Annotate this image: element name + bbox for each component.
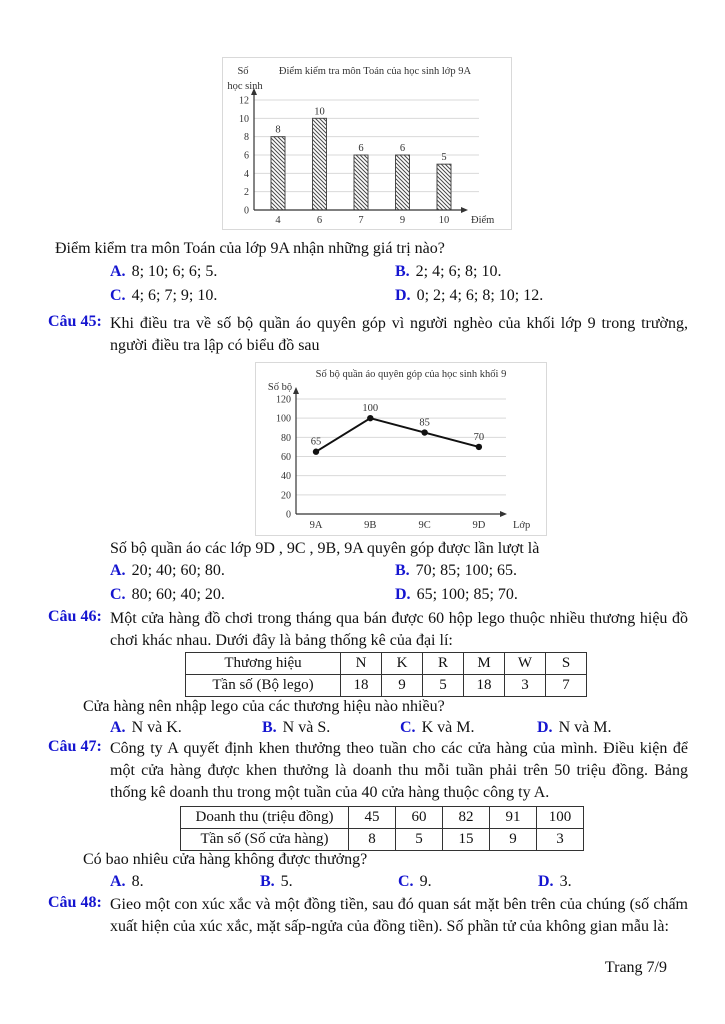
- svg-text:0: 0: [286, 509, 291, 521]
- option-47-b: [260, 871, 293, 893]
- option-47-a: [110, 871, 144, 893]
- svg-text:8: 8: [244, 132, 249, 144]
- option-45-a: [110, 560, 225, 582]
- question-47-text: Công ty A quyết định khen thưởng theo tuần cho các cửa hàng của mình. Điều kiện để một cửa hàng được khen thưởng là doanh thu mỗi tuần phải trên 50 triệu đồng. Bảng thống kê doanh thu trong một tuần của 40 cửa hàng thuộc công ty A.: [110, 740, 688, 801]
- option-letter: C.: [398, 873, 414, 890]
- svg-text:120: 120: [276, 394, 291, 406]
- option-text: N và K.: [131, 719, 182, 736]
- table-cell: 91: [490, 807, 537, 829]
- svg-text:100: 100: [276, 413, 291, 425]
- svg-text:4: 4: [275, 215, 281, 226]
- svg-text:9: 9: [399, 215, 406, 226]
- option-47-c: [398, 871, 432, 893]
- question-46-question: Cửa hàng nên nhập lego của các thương hiệu nào nhiều?: [83, 698, 445, 715]
- table-cell: 3: [505, 675, 546, 697]
- table-cell: 15: [443, 829, 490, 851]
- table-cell: 9: [382, 675, 423, 697]
- option-47-d: [538, 871, 572, 893]
- option-text: 2; 4; 6; 8; 10.: [415, 263, 502, 280]
- option-letter: C.: [400, 719, 416, 736]
- option-text: 8.: [131, 873, 144, 890]
- table-cell: 7: [546, 675, 587, 697]
- question-48-label: Câu 48:: [48, 894, 102, 911]
- option-letter: D.: [395, 287, 411, 304]
- svg-text:Số: Số: [237, 66, 249, 77]
- question-47-question: Có bao nhiêu cửa hàng không được thưởng?: [83, 851, 368, 868]
- svg-text:6: 6: [358, 143, 364, 154]
- svg-text:10: 10: [314, 106, 325, 118]
- svg-text:9B: 9B: [364, 520, 377, 531]
- option-text: 65; 100; 85; 70.: [416, 586, 518, 603]
- page-number: Trang 7/9: [604, 959, 667, 976]
- option-letter: B.: [262, 719, 277, 736]
- svg-text:Số bộ quần áo quyên góp của họ: Số bộ quần áo quyên góp của học sinh khối 9: [315, 369, 507, 380]
- question-48-text: Gieo một con xúc xắc và một đồng tiền, sau đó quan sát mặt bên trên của chúng (số chấm xuất hiện của xúc xắc, mặt sấp-ngửa của đồng tiền). Số phần tử của không gian mẫu là:: [110, 896, 688, 935]
- option-text: 0; 2; 4; 6; 8; 10; 12.: [416, 287, 544, 304]
- table-cell: 5: [423, 675, 464, 697]
- table-cell: Doanh thu (triệu đồng): [181, 807, 349, 829]
- table-cell: 100: [537, 807, 584, 829]
- svg-text:6: 6: [399, 143, 406, 154]
- table-cell: R: [423, 653, 464, 675]
- option-text: 20; 40; 60; 80.: [131, 562, 225, 579]
- table-cell: 18: [341, 675, 382, 697]
- option-letter: A.: [110, 719, 126, 736]
- svg-text:85: 85: [419, 417, 430, 429]
- svg-text:12: 12: [239, 95, 249, 107]
- table-cell: Tần số (Bộ lego): [186, 675, 341, 697]
- option-letter: B.: [395, 263, 410, 280]
- question-47-label: Câu 47:: [48, 738, 102, 755]
- svg-text:40: 40: [281, 471, 291, 483]
- table-cell: Thương hiệu: [186, 653, 341, 675]
- option-letter: C.: [110, 287, 126, 304]
- option-text: 5.: [280, 873, 293, 890]
- table-cell: 82: [443, 807, 490, 829]
- option-44-a: [110, 261, 217, 283]
- svg-text:7: 7: [358, 215, 364, 226]
- option-letter: A.: [110, 263, 126, 280]
- svg-text:20: 20: [281, 490, 291, 502]
- option-letter: B.: [395, 562, 410, 579]
- option-44-c: [110, 285, 217, 307]
- option-45-d: [395, 584, 518, 606]
- option-text: N và M.: [558, 719, 612, 736]
- bar-chart-scores-9a: [222, 57, 512, 230]
- table-cell: 45: [349, 807, 396, 829]
- svg-text:4: 4: [244, 168, 249, 180]
- option-46-b: [262, 717, 330, 739]
- svg-text:Lớp: Lớp: [513, 520, 531, 531]
- option-46-c: [400, 717, 474, 739]
- table-cell: N: [341, 653, 382, 675]
- svg-text:100: 100: [362, 403, 379, 415]
- svg-text:65: 65: [310, 436, 322, 448]
- question-45-question: Số bộ quần áo các lớp 9D , 9C , 9B, 9A quyên góp được lần lượt là: [110, 540, 540, 557]
- option-letter: D.: [395, 586, 411, 603]
- svg-text:8: 8: [275, 124, 281, 136]
- option-letter: D.: [538, 873, 554, 890]
- svg-text:0: 0: [244, 205, 249, 217]
- option-text: 8; 10; 6; 6; 5.: [131, 263, 218, 280]
- revenue-frequency-table: [180, 806, 584, 851]
- svg-text:60: 60: [281, 452, 291, 463]
- svg-text:6: 6: [244, 150, 249, 162]
- question-44-text: Điểm kiểm tra môn Toán của lớp 9A nhận những giá trị nào?: [55, 240, 445, 257]
- option-text: 4; 6; 7; 9; 10.: [131, 287, 218, 304]
- svg-text:Điểm kiểm tra môn Toán của học: Điểm kiểm tra môn Toán của học sinh lớp 9A: [278, 66, 472, 77]
- option-44-b: [395, 261, 501, 283]
- option-text: 70; 85; 100; 65.: [415, 562, 518, 579]
- table-cell: 3: [537, 829, 584, 851]
- svg-text:học sinh: học sinh: [227, 81, 263, 92]
- option-text: 3.: [559, 873, 572, 890]
- svg-text:70: 70: [473, 431, 485, 443]
- option-46-d: [537, 717, 611, 739]
- option-text: N và S.: [282, 719, 331, 736]
- table-cell: 60: [396, 807, 443, 829]
- svg-text:80: 80: [281, 432, 291, 444]
- question-45-label: Câu 45:: [48, 313, 102, 330]
- option-text: K và M.: [421, 719, 475, 736]
- table-cell: 8: [349, 829, 396, 851]
- question-46-text: Một cửa hàng đồ chơi trong tháng qua bán được 60 hộp lego thuộc nhiều thương hiệu đồ chơi khác nhau. Dưới đây là bảng thống kê của đại lí:: [110, 610, 688, 649]
- lego-frequency-table: [185, 652, 587, 697]
- option-text: 80; 60; 40; 20.: [131, 586, 225, 603]
- svg-text:2: 2: [244, 187, 249, 199]
- option-letter: B.: [260, 873, 275, 890]
- option-text: 9.: [419, 873, 432, 890]
- question-46-label: Câu 46:: [48, 608, 102, 625]
- svg-text:10: 10: [438, 215, 450, 226]
- table-cell: S: [546, 653, 587, 675]
- svg-text:10: 10: [239, 113, 249, 125]
- option-letter: C.: [110, 586, 126, 603]
- svg-text:Số bộ: Số bộ: [267, 382, 293, 393]
- question-45-text: Khi điều tra về số bộ quần áo quyên góp vì người nghèo của khối lớp 9 trong trường, người điều tra lập có biểu đồ sau: [110, 315, 688, 354]
- option-letter: A.: [110, 873, 126, 890]
- option-46-a: [110, 717, 182, 739]
- table-cell: K: [382, 653, 423, 675]
- line-chart-svg: [256, 363, 546, 535]
- table-cell: 5: [396, 829, 443, 851]
- svg-text:6: 6: [316, 215, 323, 226]
- svg-text:9A: 9A: [309, 520, 323, 531]
- table-cell: Tần số (Số cửa hàng): [181, 829, 349, 851]
- option-44-d: [395, 285, 543, 307]
- bar-chart-svg: [223, 58, 511, 229]
- line-chart-clothes-grade9: [255, 362, 547, 536]
- svg-text:9C: 9C: [418, 520, 431, 531]
- option-45-c: [110, 584, 225, 606]
- option-letter: A.: [110, 562, 126, 579]
- option-45-b: [395, 560, 517, 582]
- svg-text:Điểm: Điểm: [471, 215, 495, 226]
- svg-text:5: 5: [441, 152, 447, 164]
- option-letter: D.: [537, 719, 553, 736]
- table-cell: 18: [464, 675, 505, 697]
- table-cell: M: [464, 653, 505, 675]
- table-cell: 9: [490, 829, 537, 851]
- table-cell: W: [505, 653, 546, 675]
- svg-text:9D: 9D: [472, 520, 486, 531]
